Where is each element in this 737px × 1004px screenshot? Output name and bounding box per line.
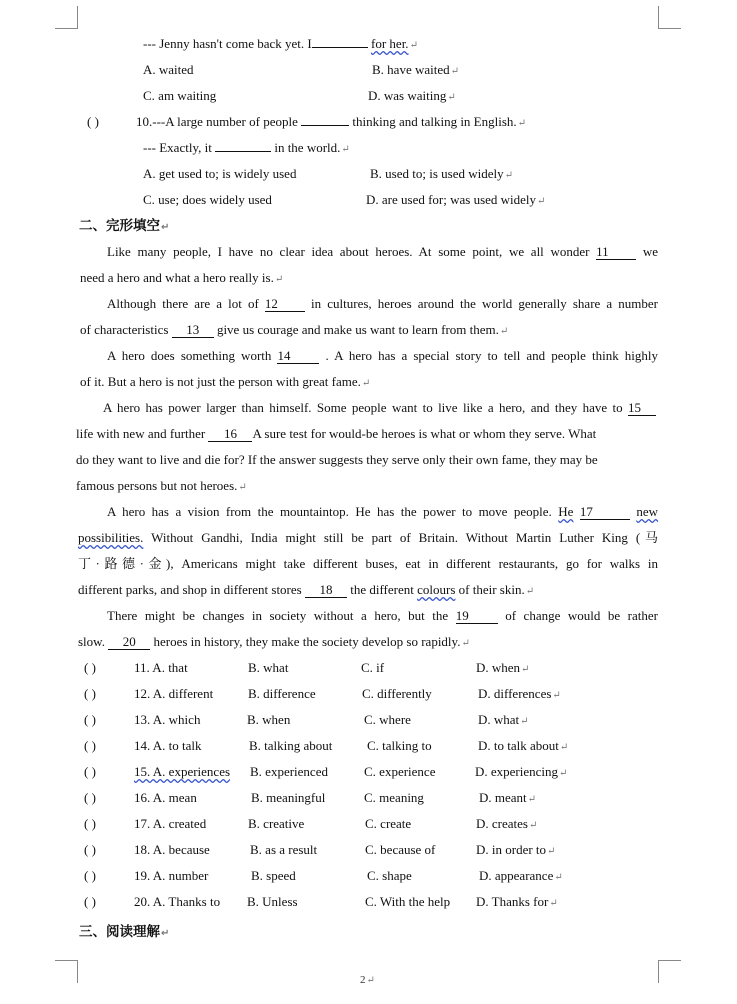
options-0-n-text: 11. A. that — [134, 660, 188, 675]
passage-p4b-text: life with new and further — [76, 426, 206, 441]
passage-p4a-text: A hero has power larger than himself. Some people want to live like a hero, and they have to — [103, 400, 623, 415]
options-1-b-text: B. difference — [248, 686, 316, 701]
q9-a-text: A. waited — [143, 62, 194, 77]
marks-return-text: ↵ — [537, 196, 546, 207]
q9-option-c — [143, 88, 216, 104]
options-3-b-text: B. talking about — [249, 738, 333, 753]
q9-stem-end: for her. — [371, 36, 409, 51]
passage-p2d-text: give us courage and make us want to learn from them. — [216, 322, 499, 337]
section3-title-text: 三、阅读理解 — [79, 924, 160, 940]
text-span — [134, 764, 230, 780]
options-5-n-text: 16. A. mean — [134, 790, 197, 805]
passage-p2c-text: of characteristics — [80, 322, 169, 337]
options-9-b-text: B. Unless — [247, 894, 298, 909]
options-5-c-text: C. meaning — [364, 790, 424, 805]
options-6-c-text: C. create — [365, 816, 412, 831]
q10-blank-1 — [301, 125, 349, 126]
marks-return-text: ↵ — [517, 118, 527, 129]
q10-option-d — [366, 192, 545, 210]
options-2-paren-text: ( ) — [84, 712, 96, 727]
q9-b-text: B. have waited — [372, 62, 450, 77]
options-6-d-text: D. creates — [476, 816, 528, 831]
passage-p5new-text: new — [636, 504, 659, 519]
marks-return-text: ↵ — [547, 846, 556, 857]
options-2-d-text: D. what — [478, 712, 520, 727]
q10-line-2 — [143, 140, 350, 158]
page-number — [360, 974, 375, 986]
passage-line-4 — [80, 322, 508, 340]
passage-p5c-text: Without Gandhi, India might still be part of Britain. Without Martin Luther King (马 — [151, 530, 659, 545]
passage-line-3 — [107, 296, 658, 312]
options-6-b-text: B. creative — [248, 816, 305, 831]
marks-return-text: ↵ — [559, 768, 568, 779]
q10-line2_a-text: --- Exactly, it — [143, 140, 212, 155]
passage-p5e-text: different parks, and shop in different stores — [78, 582, 302, 597]
blank-12: 12 — [265, 297, 305, 312]
options-3-d-text: D. to talk about — [478, 738, 559, 753]
options-9-paren-text: ( ) — [84, 894, 96, 909]
passage-p6a-text: There might be changes in society without a hero, but the — [107, 608, 449, 623]
marks-return-text: ↵ — [450, 66, 460, 77]
options-5-d-text: D. meant — [479, 790, 527, 805]
blank-15: 15 — [628, 401, 656, 416]
q10-blank-2 — [215, 151, 271, 152]
q10-b-text: B. used to; is used widely — [370, 166, 504, 181]
options-0-paren-text: ( ) — [84, 660, 96, 675]
q10-stem_b-text: thinking and talking in English. — [352, 114, 517, 129]
marks-return-text: ↵ — [366, 975, 375, 986]
section2-title-text: 二、完形填空 — [79, 218, 160, 234]
marks-return-text: ↵ — [549, 898, 558, 909]
crop-mark-bottom-left — [55, 960, 78, 983]
q10-stem — [136, 114, 526, 132]
passage-line-7 — [103, 400, 656, 416]
options-1-n-text: 12. A. different — [134, 686, 214, 701]
text-span — [107, 244, 658, 260]
passage-p1c-text: need a hero and what a hero really is. — [80, 270, 274, 285]
passage-p4c-text: A sure test for would-be heroes is what or whom they serve. What — [252, 426, 597, 441]
passage-p2b-text: in cultures, heroes around the world generally share a number — [311, 296, 658, 311]
options-7-paren-text: ( ) — [84, 842, 96, 857]
text-span — [107, 608, 658, 624]
options-8-n-text: 19. A. number — [134, 868, 209, 883]
passage-p1b-text: we — [642, 244, 659, 259]
options-1-c-text: C. differently — [362, 686, 432, 701]
passage-p3a-text: A hero does something worth — [107, 348, 272, 363]
passage-line-9 — [76, 452, 598, 468]
options-0-b-text: B. what — [248, 660, 289, 675]
crop-mark-top-right — [658, 6, 681, 29]
q10-stem_a-text: 10.---A large number of people — [136, 114, 298, 129]
options-9-d-text: D. Thanks for — [476, 894, 549, 909]
options-7-d-text: D. in order to — [476, 842, 547, 857]
text-span — [478, 738, 568, 756]
marks-return-text: ↵ — [552, 690, 561, 701]
q10-paren-text: ( ) — [87, 114, 99, 129]
marks-return-text: ↵ — [528, 820, 538, 831]
passage-p3c-text: of it. But a hero is not just the person with great fame. — [80, 374, 361, 389]
options-4-d-text: D. experiencing — [475, 764, 559, 779]
options-0-d-text: D. when — [476, 660, 521, 675]
options-4-n-text: 15. A. experiences — [134, 764, 231, 779]
q10-option-c — [143, 192, 272, 208]
text-span — [107, 504, 658, 520]
crop-mark-bottom-right — [658, 960, 681, 983]
marks-return-text: ↵ — [559, 742, 569, 753]
passage-line-10 — [76, 478, 247, 496]
text-span — [476, 842, 555, 860]
passage-line-1 — [107, 244, 658, 260]
marks-return-text: ↵ — [274, 274, 284, 285]
q10-option-a — [143, 166, 296, 182]
marks-return-text: ↵ — [521, 664, 530, 675]
passage-p5he-text: He — [558, 504, 574, 519]
blank-18: 18 — [305, 583, 347, 598]
marks-return-text: ↵ — [447, 92, 456, 103]
passage-p6b-text: of change would be rather — [505, 608, 658, 623]
options-9-n-text: 20. A. Thanks to — [134, 894, 221, 909]
options-8-c-text: C. shape — [367, 868, 412, 883]
options-5-b-text: B. meaningful — [251, 790, 326, 805]
text-span — [476, 894, 558, 912]
passage-line-6 — [80, 374, 370, 392]
marks-return-text: ↵ — [341, 144, 350, 155]
passage-p5a-text: A hero has a vision from the mountaintop. He has the power to move people. — [107, 504, 552, 519]
marks-return-text: ↵ — [161, 928, 170, 939]
passage-line-11 — [107, 504, 658, 520]
passage-p4e-text: famous persons but not heroes. — [76, 478, 238, 493]
marks-return-text: ↵ — [525, 586, 535, 597]
passage-line-2 — [80, 270, 283, 288]
marks-return-text: ↵ — [161, 222, 170, 233]
footer-page-text: 2 — [360, 974, 366, 986]
options-2-b-text: B. when — [247, 712, 291, 727]
text-span — [107, 348, 658, 364]
q9-option-d — [368, 88, 456, 106]
passage-line-15 — [107, 608, 658, 624]
section-heading-cloze — [79, 218, 169, 236]
options-1-paren-text: ( ) — [84, 686, 96, 701]
passage-p6d-text: heroes in history, they make the society develop so rapidly. — [153, 634, 461, 649]
passage-p5colours-text: colours — [417, 582, 456, 597]
blank-16: 16 — [208, 427, 252, 442]
blank-17: 17 — [580, 505, 630, 520]
q10-line2_b-text: in the world. — [274, 140, 341, 155]
options-5-paren-text: ( ) — [84, 790, 96, 805]
section-heading-reading — [79, 924, 169, 942]
return-mark: ↵ — [409, 40, 418, 51]
q9-stem — [143, 36, 418, 54]
blank-13: 13 — [172, 323, 214, 338]
text-span — [478, 712, 529, 730]
text-span — [107, 296, 658, 312]
options-3-c-text: C. talking to — [367, 738, 432, 753]
q10-option-b — [370, 166, 513, 184]
passage-line-13 — [78, 556, 658, 572]
text-span — [476, 660, 529, 678]
passage-p5d-text: 丁·路德·金), Americans might take different buses, eat in different restaurants, go for walks in — [78, 556, 658, 571]
options-4-paren-text: ( ) — [84, 764, 96, 779]
options-6-paren-text: ( ) — [84, 816, 96, 831]
passage-p1a-text: Like many people, I have no clear idea about heroes. At some point, we all wonder — [107, 244, 590, 259]
marks-return-text: ↵ — [361, 378, 371, 389]
text-span — [479, 868, 563, 886]
options-8-b-text: B. speed — [251, 868, 296, 883]
blank-20: 20 — [108, 635, 150, 650]
passage-line-14 — [78, 582, 534, 600]
q10-c-text: C. use; does widely used — [143, 192, 272, 207]
options-7-b-text: B. as a result — [250, 842, 318, 857]
marks-return-text: ↵ — [461, 638, 470, 649]
options-4-b-text: B. experienced — [250, 764, 328, 779]
passage-p5b-text: possibilities. — [78, 530, 144, 545]
blank-19: 19 — [456, 609, 498, 624]
options-3-paren-text: ( ) — [84, 738, 96, 753]
q10-paren — [87, 114, 99, 130]
options-2-n-text: 13. A. which — [134, 712, 201, 727]
blank-11: 11 — [596, 245, 636, 260]
options-1-d-text: D. differences — [478, 686, 552, 701]
passage-p5g-text: of their skin. — [458, 582, 525, 597]
options-8-d-text: D. appearance — [479, 868, 554, 883]
options-2-c-text: C. where — [364, 712, 411, 727]
options-9-c-text: C. With the help — [365, 894, 451, 909]
options-3-n-text: 14. A. to talk — [134, 738, 202, 753]
text-span — [78, 530, 658, 546]
marks-return-text: ↵ — [554, 872, 563, 883]
q9-option-a — [143, 62, 194, 78]
q9-d-text: D. was waiting — [368, 88, 447, 103]
text-span — [476, 816, 537, 834]
text-span — [479, 790, 536, 808]
passage-line-8 — [76, 426, 596, 442]
marks-return-text: ↵ — [238, 482, 247, 493]
options-4-c-text: C. experience — [364, 764, 436, 779]
marks-return-text: ↵ — [499, 326, 509, 337]
q10-d-text: D. are used for; was used widely — [366, 192, 537, 207]
q9-blank — [312, 47, 368, 48]
passage-line-5 — [107, 348, 658, 364]
crop-mark-top-left — [55, 6, 78, 29]
passage-p6c-text: slow. — [78, 634, 105, 649]
q9-option-b — [372, 62, 459, 80]
q9-stem-text: --- Jenny hasn't come back yet. I — [143, 36, 312, 51]
text-span — [103, 400, 656, 416]
marks-return-text: ↵ — [520, 716, 529, 727]
options-6-n-text: 17. A. created — [134, 816, 207, 831]
options-0-c-text: C. if — [361, 660, 385, 675]
marks-return-text: ↵ — [504, 170, 513, 181]
text-span — [478, 686, 561, 704]
blank-14: 14 — [277, 349, 319, 364]
q10-a-text: A. get used to; is widely used — [143, 166, 297, 181]
options-8-paren-text: ( ) — [84, 868, 96, 883]
options-7-c-text: C. because of — [365, 842, 436, 857]
marks-return-text: ↵ — [527, 794, 537, 805]
passage-p5f-text: the different — [350, 582, 414, 597]
q9-c-text: C. am waiting — [143, 88, 217, 103]
passage-p2a-text: Although there are a lot of — [107, 296, 259, 311]
passage-p3b-text: . A hero has a special story to tell and people think highly — [325, 348, 659, 363]
options-7-n-text: 18. A. because — [134, 842, 210, 857]
passage-p4d-text: do they want to live and die for? If the answer suggests they serve only their own fame, they may be — [76, 452, 598, 467]
passage-line-12 — [78, 530, 658, 546]
text-span — [475, 764, 567, 782]
passage-line-16 — [78, 634, 470, 652]
